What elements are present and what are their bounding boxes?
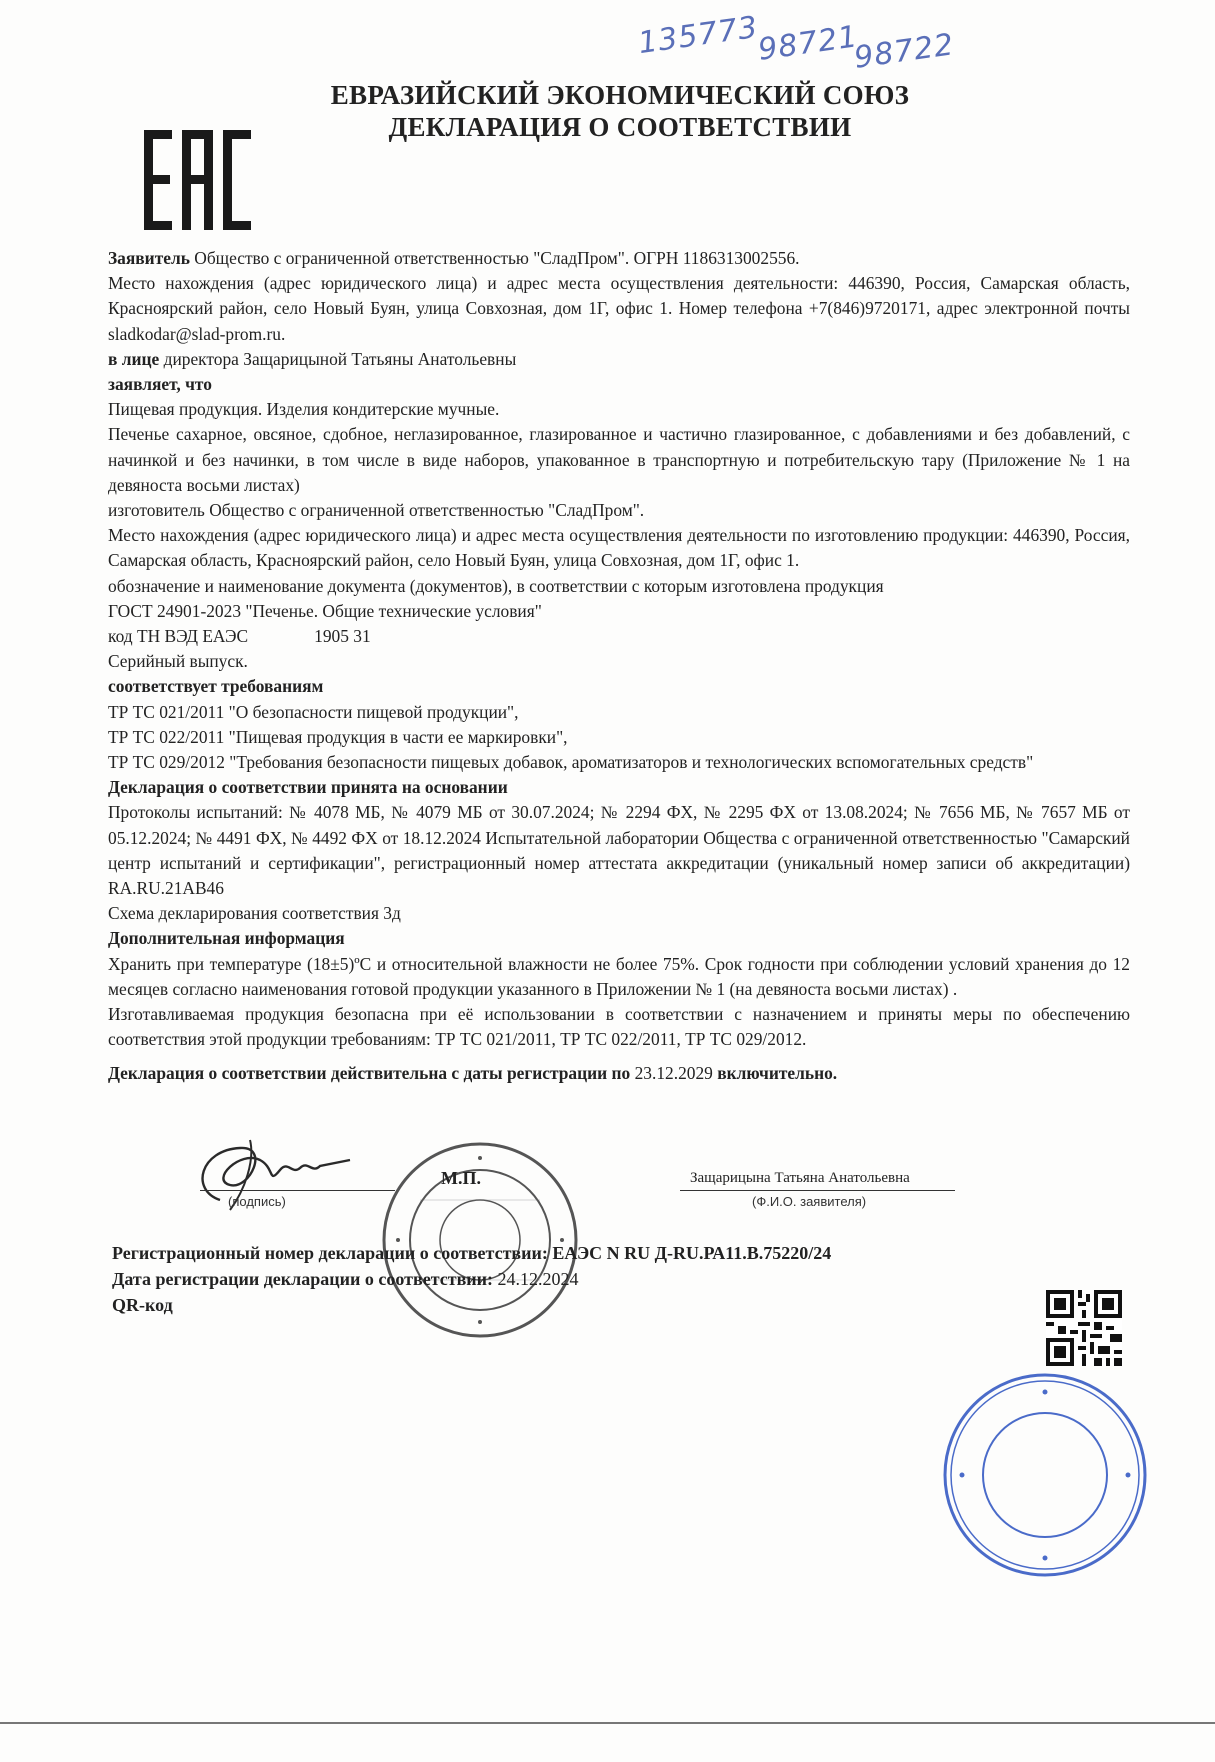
union-title: ЕВРАЗИЙСКИЙ ЭКОНОМИЧЕСКИЙ СОЮЗ <box>330 80 910 110</box>
seal-mp-label: М.П. <box>441 1168 481 1188</box>
validity-prefix: Декларация о соответствии действительна с даты регистрации по <box>108 1062 631 1083</box>
requirement-item: ТР ТС 022/2011 "Пищевая продукция в части ее маркировки", <box>108 726 568 747</box>
person-label: в лице <box>108 348 160 369</box>
storage-conditions: Хранить при температуре (18±5)ºС и относительной влажности не более 75%. Срок годности при соблюдении условий хранения до 12 месяцев согласно наименования готовой продукции указанного в Приложении № 1 (на девяноста восьми листах) . <box>108 953 1130 999</box>
applicant-address: Место нахождения (адрес юридического лица) и адрес места осуществления деятельности: 446390, Россия, Самарская область, Красноярский район, село Новый Буян, улица Совхозная, дом 1Г, офис 1. Номер телефона +7(846)9720171, адрес электронной почты sladkodar@slad-prom.ru. <box>108 273 1130 344</box>
person-name: директора Защарицыной Татьяны Анатольевны <box>159 348 517 369</box>
product-type: Пищевая продукция. Изделия кондитерские мучные. <box>108 399 500 420</box>
applicant-name: Общество с ограниченной ответственностью "СладПром". ОГРН 1186313002556. <box>189 248 800 268</box>
qr-label: QR-код <box>112 1295 173 1315</box>
basis-text: Протоколы испытаний: № 4078 МБ, № 4079 МБ от 30.07.2024; № 2294 ФХ, № 2295 ФХ от 13.08.2024; № 7656 МБ, № 7657 МБ от 05.12.2024; № 4491 ФХ, № 4492 ФХ от 18.12.2024 Испытательной лаборатории Общества с ограниченной ответственностью "Самарский центр испытаний и сертификации", регистрационный номер аттестата аккредитации (уникальный номер записи об аккредитации) RA.RU.21AB46 <box>108 802 1130 899</box>
signature-line <box>200 1190 395 1191</box>
requirements-title: соответствует требованиям <box>108 676 324 697</box>
declaration-scheme: Схема декларирования соответствия 3д <box>108 903 401 924</box>
requirement-item: ТР ТС 021/2011 "О безопасности пищевой продукции", <box>108 701 519 722</box>
registration-block <box>112 1240 831 1318</box>
declares-label: заявляет, что <box>108 374 212 395</box>
serial-release: Серийный выпуск. <box>108 651 248 672</box>
manufacturer: изготовитель Общество с ограниченной ответственностью "СладПром". <box>108 500 645 521</box>
document-title: ДЕКЛАРАЦИЯ О СООТВЕТСТВИИ <box>388 112 852 142</box>
applicant-label: Заявитель <box>108 248 190 268</box>
validity-date: 23.12.2029 <box>634 1062 713 1083</box>
document-label: обозначение и наименование документа (документов), в соответствии с которым изготовлена продукция <box>108 575 884 596</box>
applicant-fullname: Защарицына Татьяна Анатольевна <box>690 1170 910 1186</box>
certification-seal-icon <box>940 1370 1150 1580</box>
validity-statement <box>108 1061 1130 1086</box>
qr-code-icon <box>1046 1290 1122 1366</box>
manufacturer-address: Место нахождения (адрес юридического лица) и адрес места осуществления деятельности по изготовлению продукции: 446390, Россия, Самарская область, Красноярский район, село Новый Буян, улица Совхозная, дом 1Г, офис 1. <box>108 525 1130 571</box>
basis-title: Декларация о соответствии принята на основании <box>108 777 508 798</box>
registration-date: 24.12.2024 <box>497 1269 579 1289</box>
handwritten-note-2: 98721 <box>756 19 861 68</box>
name-label: (Ф.И.О. заявителя) <box>752 1194 867 1209</box>
standard-document: ГОСТ 24901-2023 "Печенье. Общие технические условия" <box>108 600 542 621</box>
additional-title: Дополнительная информация <box>108 928 345 949</box>
eac-mark-icon <box>142 130 254 230</box>
handwritten-note-3: 98722 <box>852 27 957 76</box>
tnved-code: 1905 31 <box>314 626 371 647</box>
declaration-body <box>108 246 1130 1086</box>
product-description: Печенье сахарное, овсяное, сдобное, неглазированное, глазированное и частично глазированное, с добавлениями и без добавлений, с начинкой и без начинки, в том числе в виде наборов, упакованное в транспортную и потребительскую тару (Приложение № 1 на девяноста восьми листах) <box>108 424 1130 495</box>
validity-suffix: включительно. <box>717 1062 838 1083</box>
handwritten-note-1: 135773 <box>636 9 761 62</box>
safety-statement: Изготавливаемая продукция безопасна при её использовании в соответствии с назначением и приняты меры по обеспечению соответствия этой продукции требованиям: ТР ТС 021/2011, ТР ТС 022/2011, ТР ТС 029/2012. <box>108 1004 1130 1050</box>
registration-date-label: Дата регистрации декларации о соответствии: <box>112 1269 494 1289</box>
registration-number: ЕАЭС N RU Д-RU.РА11.В.75220/24 <box>552 1243 832 1263</box>
signature-label: (подпись) <box>228 1194 286 1209</box>
bottom-rule <box>0 1722 1215 1724</box>
tnved-label: код ТН ВЭД ЕАЭС <box>108 626 249 647</box>
name-line <box>680 1190 955 1191</box>
requirement-item: ТР ТС 029/2012 "Требования безопасности пищевых добавок, ароматизаторов и технологических вспомогательных средств" <box>108 752 1034 773</box>
registration-number-label: Регистрационный номер декларации о соответствии: <box>112 1243 548 1263</box>
